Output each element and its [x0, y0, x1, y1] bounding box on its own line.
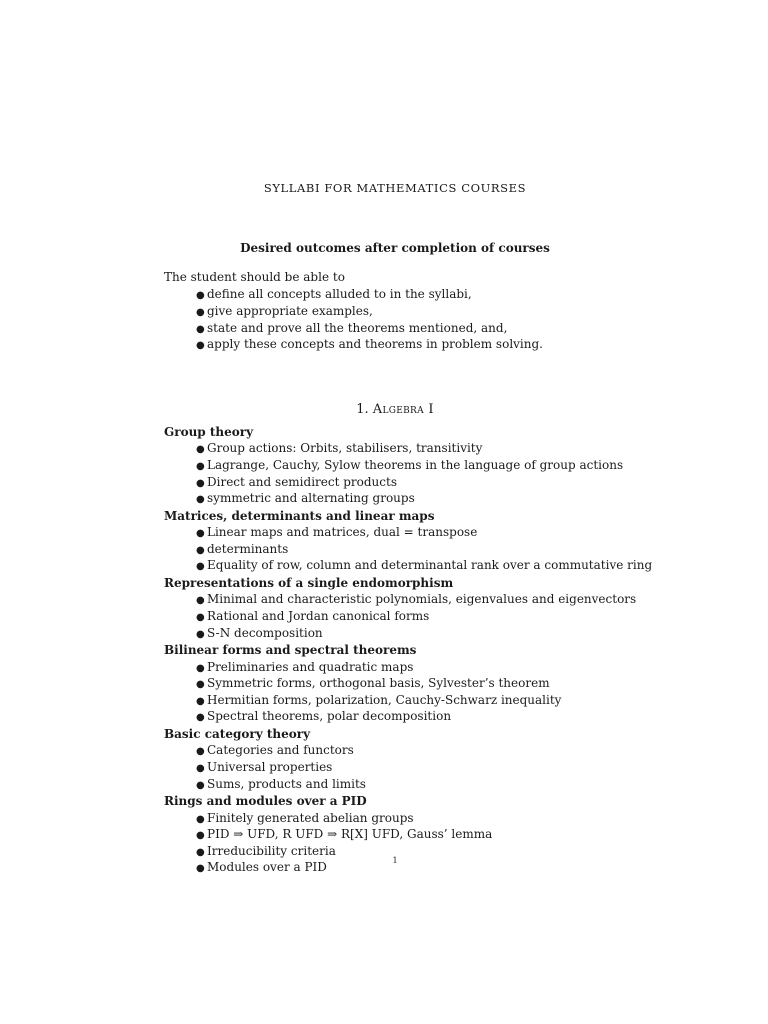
list-item: ● Categories and functors	[196, 743, 764, 760]
bullet-icon: ●	[196, 528, 205, 540]
bullet-icon: ●	[196, 494, 205, 506]
list-item: ● Lagrange, Cauchy, Sylow theorems in the language of group actions	[196, 458, 764, 475]
bullet-icon: ●	[196, 846, 205, 858]
bullet-icon: ●	[196, 461, 205, 472]
list-item: ● Symmetric forms, orthogonal basis, Sylvester’s theorem	[196, 676, 764, 693]
list-item: ● Rational and Jordan canonical forms	[196, 609, 764, 626]
section-title	[0, 402, 768, 417]
list-item: ● Finitely generated abelian groups	[196, 811, 764, 828]
bullet-icon: ●	[196, 830, 205, 842]
document-title: SYLLABI FOR MATHEMATICS COURSES	[263, 181, 527, 195]
list-item: ● apply these concepts and theorems in problem solving.	[196, 337, 543, 354]
bullet-icon: ●	[196, 290, 205, 301]
topic-list	[196, 441, 764, 507]
bullet-icon: ●	[196, 561, 205, 573]
list-item: ● Minimal and characteristic polynomials, eigenvalues and eigenvectors	[196, 592, 764, 609]
list-item: ● Modules over a PID	[196, 860, 764, 877]
bullet-icon: ●	[196, 444, 205, 456]
bullet-icon: ●	[196, 595, 205, 607]
bullet-icon: ●	[196, 679, 205, 691]
section-name: Algebra I	[372, 402, 434, 417]
intro-text: The student should be able to	[164, 270, 345, 284]
bullet-icon: ●	[196, 340, 205, 352]
topic-list	[196, 811, 764, 877]
outcomes-list	[196, 287, 543, 354]
list-item: ● Sums, products and limits	[196, 777, 764, 794]
bullet-icon: ●	[196, 662, 205, 674]
list-item: ● Linear maps and matrices, dual = transpose	[196, 525, 764, 542]
section-number: 1.	[356, 402, 369, 417]
bullet-icon: ●	[196, 863, 205, 875]
topic-list	[196, 660, 764, 726]
bullet-icon: ●	[196, 712, 205, 724]
bullet-icon: ●	[196, 323, 205, 335]
bullet-icon: ●	[196, 628, 205, 640]
bullet-icon: ●	[196, 746, 205, 758]
list-item: ● Group actions: Orbits, stabilisers, transitivity	[196, 441, 764, 458]
list-item: ● Hermitian forms, polarization, Cauchy-Schwarz inequality	[196, 693, 764, 710]
bullet-icon: ●	[196, 544, 205, 556]
topic-list	[196, 592, 764, 642]
list-item: ● Equality of row, column and determinantal rank over a commutative ring	[196, 558, 764, 575]
topic-heading: Bilinear forms and spectral theorems	[164, 643, 417, 658]
list-item: ● Irreducibility criteria	[196, 844, 764, 861]
list-item: ● define all concepts alluded to in the syllabi,	[196, 287, 543, 304]
topic-heading: Matrices, determinants and linear maps	[164, 508, 435, 523]
bullet-icon: ●	[196, 762, 205, 774]
page-number: 1	[392, 856, 398, 865]
bullet-icon: ●	[196, 779, 205, 791]
topic-list	[196, 743, 764, 793]
list-item: ● give appropriate examples,	[196, 304, 543, 321]
bullet-icon: ●	[196, 477, 205, 489]
topics-container	[164, 424, 764, 877]
list-item: ● state and prove all the theorems mentioned, and,	[196, 321, 543, 338]
list-item: ● S-N decomposition	[196, 626, 764, 643]
topic-heading: Rings and modules over a PID	[164, 794, 367, 809]
list-item: ● Universal properties	[196, 760, 764, 777]
list-item: ● symmetric and alternating groups	[196, 491, 764, 508]
list-item: ● Spectral theorems, polar decomposition	[196, 709, 764, 726]
topic-heading: Basic category theory	[164, 726, 311, 741]
bullet-icon: ●	[196, 611, 205, 623]
list-item: ● Preliminaries and quadratic maps	[196, 660, 764, 677]
topic-heading: Group theory	[164, 425, 254, 439]
list-item: ● Direct and semidirect products	[196, 475, 764, 492]
topic-heading: Representations of a single endomorphism	[164, 575, 454, 590]
bullet-icon: ●	[196, 306, 205, 318]
list-item: ● determinants	[196, 542, 764, 559]
bullet-icon: ●	[196, 695, 205, 707]
outcomes-heading: Desired outcomes after completion of courses	[240, 241, 550, 255]
bullet-icon: ●	[196, 813, 205, 825]
list-item: ● PID ⇒ UFD, R UFD ⇒ R[X] UFD, Gauss’ lemma	[196, 827, 764, 844]
topic-list	[196, 525, 764, 575]
